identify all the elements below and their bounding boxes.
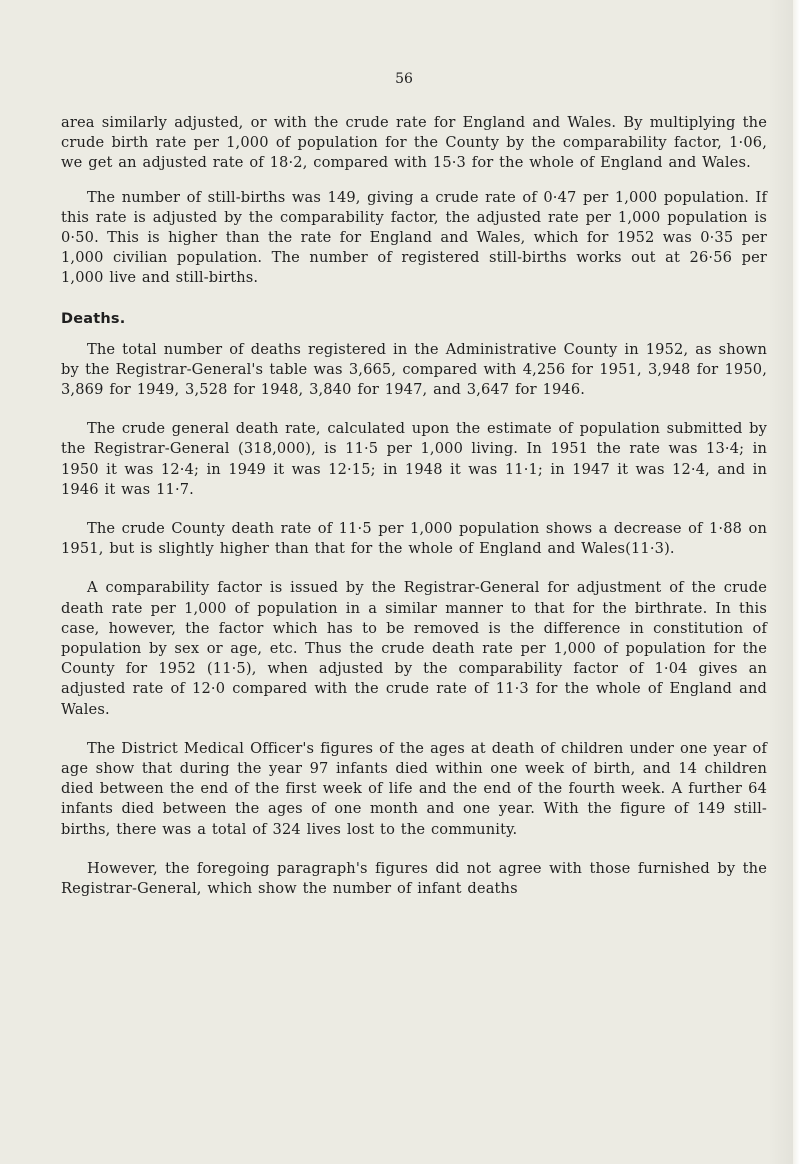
section-heading-deaths: Deaths. [61,310,126,327]
spacer [61,559,767,578]
paragraph-county-death-rate: The crude County death rate of 11·5 per 1,000 population shows a decrease of 1·88 on 1951, but is slightly higher than that for the whole of England and Wales(11·3). [61,520,767,558]
paragraph-birth-rate: area similarly adjusted, or with the crude rate for England and Wales. By multiplying the crude birth rate per 1,000 of population for the County by the comparability factor, 1·06, we get an adjusted rate of 18·2, compared with 15·3 for the whole of England and Wales. [61,114,767,172]
paragraph-comparability-factor: A comparability factor is issued by the Registrar-General for adjustment of the crude death rate per 1,000 of population in a similar manner to that for the birthrate. In this case, however, the factor which has to be removed is the difference in constitution of population by sex or age, etc. Thus the crude death rate per 1,000 of population for the County for 1952 (11·5), when adjusted by the comparability factor of 1·04 gives an adjusted rate of 12·0 compared with the crude rate of 11·3 for the whole of England and Wales. [61,579,767,718]
spacer [61,840,767,859]
spacer [61,400,767,419]
spacer [61,174,767,188]
spacer [61,328,767,340]
spacer [61,720,767,739]
page-number: 56 [395,71,413,87]
spacer [61,500,767,519]
spacer [61,289,767,310]
paragraph-total-deaths: The total number of deaths registered in the Administrative County in 1952, as shown by the Registrar-General's table was 3,665, compared with 4,256 for 1951, 3,948 for 1950, 3,869 for 1949, 3,528 for 1948, 3,840 for 1947, and 3,647 for 1946. [61,340,767,399]
page-edge [793,0,800,1164]
paragraph-infant-deaths: The District Medical Officer's figures of the ages at death of children under one year of age show that during the year 97 infants died within one week of birth, and 14 children died between the end of the first week of life and the end of the fourth week. A further 64 infants died between the ages of one month and one year. With the figure of 149 still-births, there was a total of 324 lives lost to the community. [61,739,767,838]
paragraph-registrar-figures: However, the foregoing paragraph's figures did not agree with those furnished by the Registrar-General, which show the number of infant deaths [61,859,767,898]
paragraph-crude-death-rate: The crude general death rate, calculated upon the estimate of population submitted by the Registrar-General (318,000), is 11·5 per 1,000 living. In 1951 the rate was 13·4; in 1950 it was 12·4; in 1949 it was 12·15; in 1948 it was 11·1; in 1947 it was 12·4, and in 1946 it was 11·7. [61,420,767,498]
page-body [61,113,767,899]
paragraph-still-births: The number of still-births was 149, giving a crude rate of 0·47 per 1,000 population. If this rate is adjusted by the comparability factor, the adjusted rate per 1,000 population is 0·50. This is higher than the rate for England and Wales, which for 1952 was 0·35 per 1,000 civilian population. The number of registered still-births works out at 26·56 per 1,000 live and still-births. [61,188,767,287]
